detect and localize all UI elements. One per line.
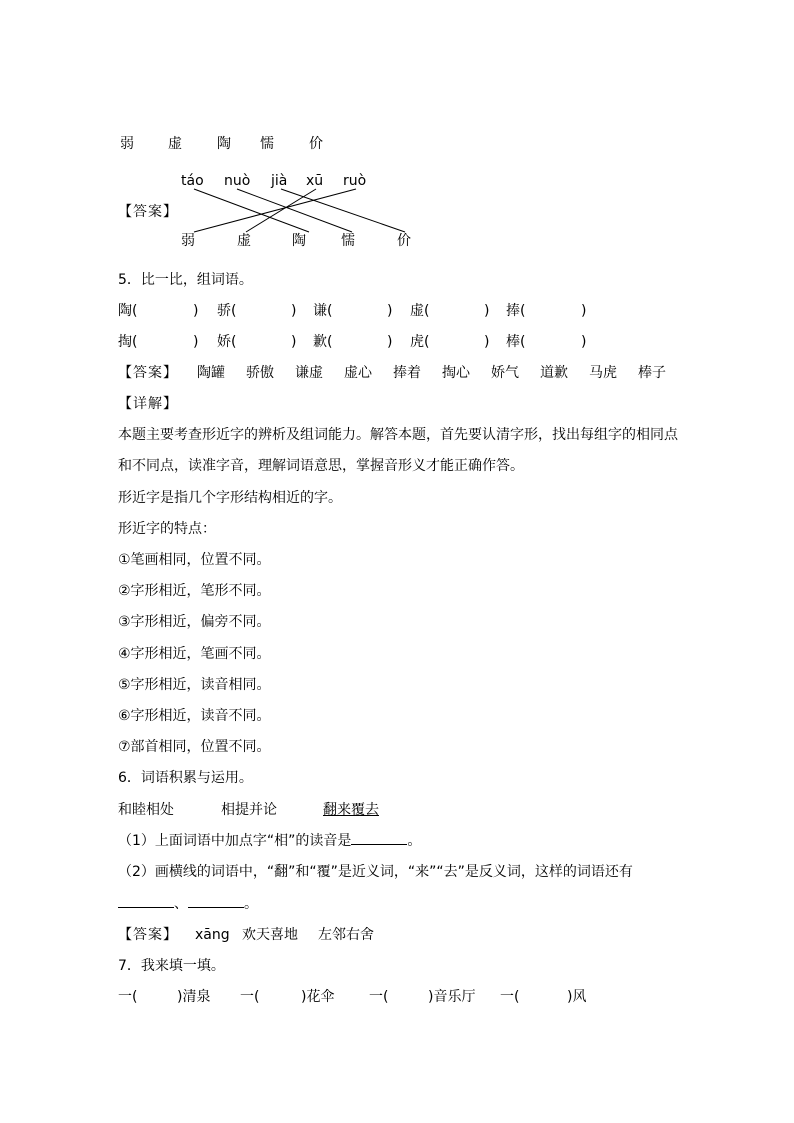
word-blank-close: ): [484, 303, 490, 319]
feature-item: ③字形相近，偏旁不同。: [118, 614, 271, 630]
pinyin: táo: [181, 173, 204, 189]
answer-word: 虚心: [344, 365, 372, 381]
answer-word: 马虎: [589, 365, 617, 381]
question-title: 7．我来填一填。: [118, 958, 225, 974]
match-line: [246, 189, 316, 232]
match-line: [281, 189, 405, 232]
punctuation: 。: [244, 896, 258, 912]
q6-sub-2: （2）画横线的词语中，“翻”和“覆”是近义词，“来”“去”是反义词，这样的词语还有: [118, 864, 633, 880]
word-blank-open: 谦(: [313, 303, 333, 319]
word-blank-open: 虎(: [410, 334, 430, 350]
answer-word: 娇气: [491, 365, 519, 381]
answer-blank[interactable]: [118, 895, 174, 908]
word-blank-close: ): [193, 334, 199, 350]
answer-word: 欢天喜地: [242, 927, 298, 943]
fill-word: )风: [567, 989, 587, 1005]
feature-item: ⑤字形相近，读音相同。: [118, 677, 271, 693]
q4-char-top: 虚: [168, 136, 182, 152]
feature-item: ⑥字形相近，读音不同。: [118, 708, 271, 724]
features-title: 形近字的特点：: [118, 521, 216, 537]
answer-blank[interactable]: [351, 832, 407, 845]
punctuation: 。: [407, 833, 422, 849]
feature-item: ④字形相近，笔画不同。: [118, 646, 271, 662]
answer-label: 【答案】: [118, 365, 178, 381]
answer-word: 棒子: [638, 365, 666, 381]
q4-char-bottom: 懦: [341, 233, 355, 249]
q6-sub-1: [118, 832, 421, 850]
fill-open: 一(: [118, 989, 138, 1005]
word-blank-close: ): [291, 303, 297, 319]
idiom: 相提并论: [221, 802, 277, 818]
word-blank-open: 虚(: [410, 303, 430, 319]
separator: 、: [174, 896, 188, 912]
answer-word: 陶罐: [197, 365, 225, 381]
q4-char-bottom: 虚: [237, 233, 251, 249]
word-blank-open: 捧(: [506, 303, 526, 319]
word-blank-close: ): [387, 303, 393, 319]
q4-char-top: 价: [309, 136, 323, 152]
answer-word: 谦虚: [295, 365, 323, 381]
fill-open: 一(: [240, 989, 260, 1005]
feature-item: ②字形相近，笔形不同。: [118, 583, 271, 599]
pinyin: xū: [306, 173, 324, 189]
idiom-underlined: 翻来覆去: [323, 802, 379, 818]
fill-word: )音乐厅: [428, 989, 476, 1005]
word-blank-close: ): [193, 303, 199, 319]
q4-char-top: 陶: [217, 136, 231, 152]
word-blank-close: ): [581, 334, 587, 350]
detail-paragraph: 本题主要考查形近字的辨析及组词能力。解答本题，首先要认清字形，找出每组字的相同点: [118, 427, 678, 443]
answer-word: 左邻右舍: [318, 927, 374, 943]
answer-word: 捧着: [393, 365, 421, 381]
q6-sub-2-blanks: [118, 895, 258, 913]
word-blank-close: ): [484, 334, 490, 350]
word-blank-close: ): [291, 334, 297, 350]
definition-text: 形近字是指几个字形结构相近的字。: [118, 490, 342, 506]
word-blank-close: ): [387, 334, 393, 350]
question-title: 5．比一比，组词语。: [118, 272, 253, 288]
feature-item: ①笔画相同，位置不同。: [118, 552, 271, 568]
word-blank-open: 骄(: [217, 303, 237, 319]
match-line: [194, 189, 356, 232]
q4-char-top: 懦: [260, 136, 274, 152]
detail-paragraph: 和不同点，读准字音，理解词语意思，掌握音形义才能正确作答。: [118, 458, 524, 474]
q4-char-top: 弱: [120, 136, 134, 152]
pinyin: ruò: [343, 173, 367, 189]
idiom: 和睦相处: [118, 802, 174, 818]
pinyin: jià: [271, 173, 288, 189]
answer-word: 掏心: [442, 365, 470, 381]
fill-word: )清泉: [177, 989, 211, 1005]
feature-item: ⑦部首相同，位置不同。: [118, 739, 271, 755]
match-line: [194, 189, 309, 232]
match-line: [237, 189, 352, 232]
fill-word: )花伞: [301, 989, 335, 1005]
word-blank-open: 陶(: [118, 303, 138, 319]
q4-char-bottom: 价: [397, 233, 411, 249]
fill-open: 一(: [500, 989, 520, 1005]
sub-question-text: （1）上面词语中加点字“相”的读音是: [118, 833, 352, 849]
fill-open: 一(: [369, 989, 389, 1005]
answer-word: xāng: [195, 927, 230, 943]
q4-char-bottom: 弱: [181, 233, 195, 249]
word-blank-open: 娇(: [217, 334, 237, 350]
answer-word: 骄傲: [246, 365, 274, 381]
answer-label: 【答案】: [118, 204, 178, 220]
q4-char-bottom: 陶: [292, 233, 306, 249]
pinyin: nuò: [224, 173, 251, 189]
answer-label: 【答案】: [118, 927, 178, 943]
word-blank-close: ): [581, 303, 587, 319]
question-title: 6．词语积累与运用。: [118, 770, 253, 786]
word-blank-open: 棒(: [506, 334, 526, 350]
word-blank-open: 歉(: [313, 334, 333, 350]
word-blank-open: 掏(: [118, 334, 138, 350]
detail-label: 【详解】: [118, 396, 178, 412]
answer-word: 道歉: [540, 365, 568, 381]
answer-blank[interactable]: [188, 895, 244, 908]
